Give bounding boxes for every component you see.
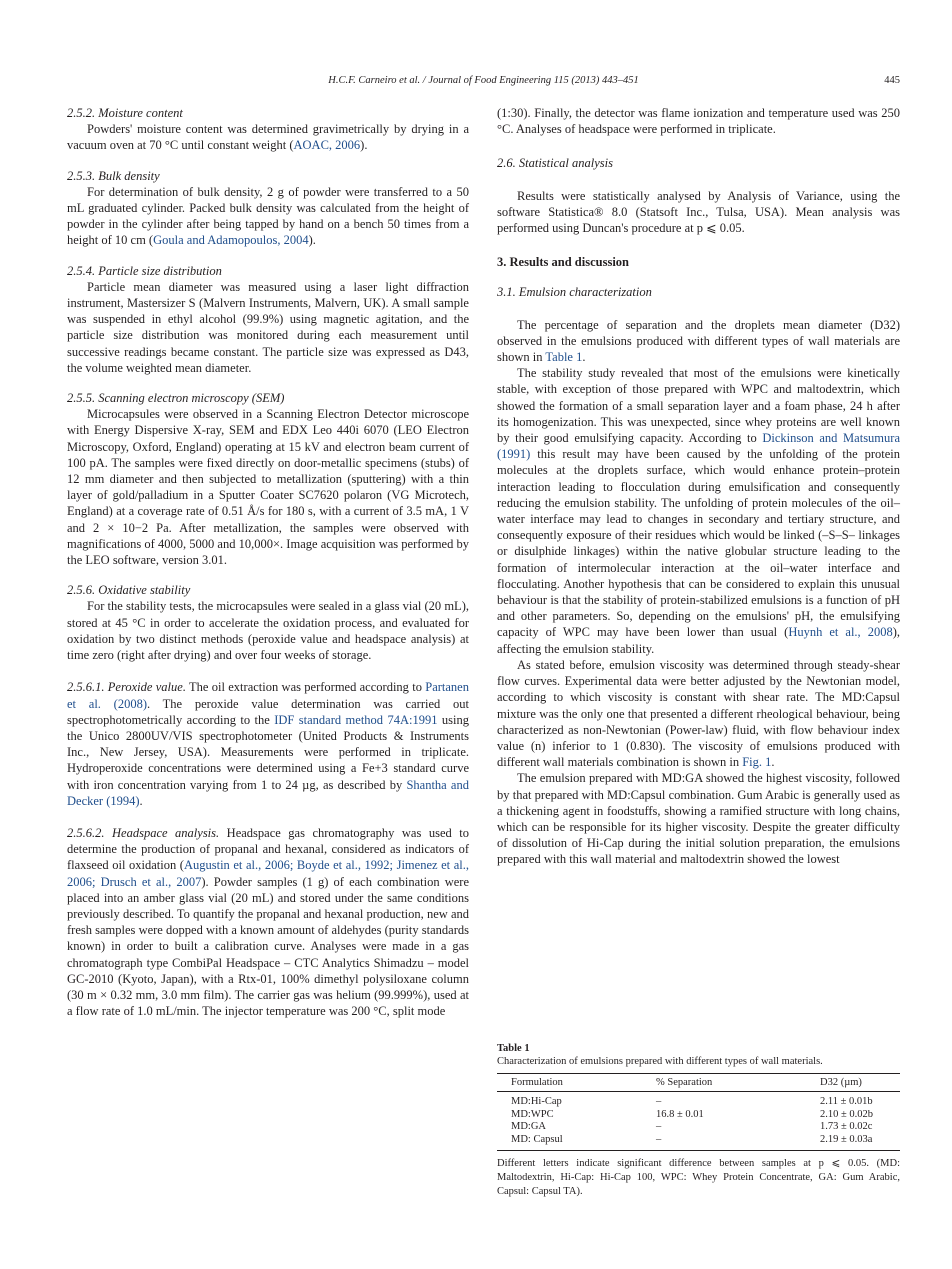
section-title-emulsion: 3.1. Emulsion characterization [497, 285, 652, 300]
paragraph-particle-size: Particle mean diameter was measured using a laser light diffraction instrument, Mastersizer S (Malvern Instruments, Malvern, UK). A small sample was suspended in ethyl alcohol (99.9%) using magnetic agitation, and the particle size distribution was monitored during each measurement until successive readings became constant. The particle size was expressed as D43, the volume weighted mean diameter. [67, 279, 469, 375]
table-header-cell: Formulation [497, 1074, 642, 1092]
ref-aoac-link[interactable]: AOAC, 2006 [293, 138, 361, 153]
table-label: Table 1 [497, 1043, 530, 1054]
table-cell: 2.19 ± 0.03a [806, 1134, 900, 1151]
paragraph-oxidative-stability: For the stability tests, the microcapsules were sealed in a glass vial (20 mL), stored at 45 °C in order to accelerate the oxidation process, and evaluated for oxidation by two distinct methods (peroxide value and headspace analysis) at time zero (right after drying) and over four weeks of storage. [67, 599, 469, 663]
table-cell: 2.11 ± 0.01b [820, 1096, 873, 1107]
paragraph-continued: (1:30). Finally, the detector was flame ionization and temperature used was 250 °C. Analyses of headspace were performed in triplicate. [497, 106, 900, 137]
subsection-title-peroxide: 2.5.6.1. Peroxide value. [67, 680, 186, 695]
running-header [67, 75, 900, 91]
paragraph-emulsion-4: The emulsion prepared with MD:GA showed the highest viscosity, followed by that prepared with MD:Capsul combination. Gum Arabic is generally used as a thickening agent in foodstuffs, showing a ramified structure with long chains, which can be responsible for its higher viscosity. Despite the greater difficulty of dissolution of Hi-Cap during the initial solution preparation, the emulsions prepared with this wall material and maltodextrin showed the lowest [497, 771, 900, 867]
paragraph-emulsion-2: The stability study revealed that most of the emulsions were kinetically stable, with exception of those prepared with WPC and maltodextrin, which showed the formation of a small separation layer and a foam phase, 24 h after its homogenization. This was unexpected, since whey proteins are well known by their good emulsifying capacity. According to Dickinson and Matsumura (1991) this result may have been caused by the unfolding of the protein molecules at the droplets surface, which would enhance protein–protein interaction leading to flocculation during emulsification and consequently reducing the emulsion stability. The unfolding of protein molecules of the oil–water interface may lead to changes in secondary and tertiary structure, and consequently exposure of their residues which would be linked (–S–S– linkages or disulphide linkages) within the native globular structure leading to the formation of intermolecular interaction at the oil–water interface and flocculating. Another hypothesis that can be considered to explain this unusual behaviour is that the stability of protein-stabilized emulsions is a function of pH and other parameters. So, depending on the emulsions' pH, the emulsifying capacity of WPC may have been lower than usual (Huynh et al., 2008), affecting the emulsion stability. [497, 366, 900, 656]
ref-huynh-link[interactable]: Huynh et al., 2008 [788, 625, 893, 640]
ref-goula-link[interactable]: Goula and Adamopoulos, 2004 [153, 233, 309, 248]
paragraph-statistical: Results were statistically analysed by Analysis of Variance, using the software Statistica® 8.0 (Statsoft Inc., Tulsa, USA). Mean analysis was performed using Duncan's procedure at p ⩽ 0.05. [497, 188, 900, 236]
table-cell: MD:Hi-Cap [511, 1096, 562, 1107]
table-cell: 16.8 ± 0.01 [656, 1108, 704, 1120]
table-1 [497, 1043, 900, 1199]
table-caption: Characterization of emulsions prepared with different types of wall materials. [497, 1056, 823, 1067]
table-cell: MD: Capsul [497, 1134, 642, 1151]
table-row [497, 1092, 900, 1109]
section-title-moisture: 2.5.2. Moisture content [67, 106, 183, 120]
table-cell: – [656, 1096, 662, 1107]
section-title-oxidative-stability: 2.5.6. Oxidative stability [67, 583, 191, 598]
paragraph-moisture: Powders' moisture content was determined gravimetrically by drying in a vacuum oven at 70 °C until constant weight (AOAC, 2006). [67, 122, 469, 153]
paragraph-emulsion-3: As stated before, emulsion viscosity was determined through steady-shear flow curves. Experimental data were better adjusted by the Newtonian model, according to which viscosity is constant with shear rate. The MD:Capsul mixture was the only one that presented a different rheological behaviour, being characterized as non-Newtonian (Power-law) fluid, with flow behaviour index value (n) inferior to 1 (0.830). The viscosity of emulsions produced with different wall materials combination is shown in Fig. 1. [497, 657, 900, 770]
paragraph-bulk-density: For determination of bulk density, 2 g of powder were transferred to a 50 mL graduated cylinder. Packed bulk density was calculated from the height of powder in the cylinder after being tapped by hand on a bench 50 times from a height of 10 cm (Goula and Adamopoulos, 2004). [67, 184, 469, 248]
paragraph-headspace: 2.5.6.2. Headspace analysis. Headspace gas chromatography was used to determine the production of propanal and hexanal, considered as indicators of flaxseed oil oxidation (Augustin et al., 2006; Boyde et al., 1992; Jimenez et al., 2006; Drusch et al., 2007). Powder samples (1 g) of each combination were placed into an amber glass vial (20 mL) and stored under the same conditions previously described. To quantify the propanal and hexanal production, new and fresh samples were dopped with a known amount of aldehydes (purity standards known) in order to built a calibration curve. Analyses were made in a gas chromatograph type CombiPal Headspace – CTC Analytics Shimadzu – model GC-2010 (Kyoto, Japan), with a Rtx-01, 100% dimethyl polysiloxane column (30 m × 0.32 mm, 3.0 mm film). The carrier gas was helium (99.999%), used at a flow rate of 1.0 mL/min. The injector temperature was 200 °C, split mode [67, 825, 469, 1019]
ref-partanen-link[interactable]: Partanen et al. (2008) [67, 680, 469, 711]
table-header-row [497, 1074, 900, 1092]
table-row [497, 1121, 900, 1134]
data-table [497, 1073, 900, 1151]
section-title-statistical: 2.6. Statistical analysis [497, 156, 613, 171]
section-title-bulk-density: 2.5.3. Bulk density [67, 168, 160, 183]
ref-fig1-link[interactable]: Fig. 1 [742, 755, 772, 770]
table-cell: – [642, 1134, 806, 1151]
section-title-particle-size: 2.5.4. Particle size distribution [67, 263, 222, 278]
section-title-results: 3. Results and discussion [497, 255, 629, 270]
paragraph-sem: Microcapsules were observed in a Scanning Electron Detector microscope with Energy Dispersive X-ray, SEM and EDX Leo 440i 6070 (LEO Electron Microscopy, Oxford, England) operating at 15 kV and electron beam current of 100 pA. The samples were fixed directly on door-metallic specimens (stubs) of 12 mm diameter and then subjected to metallization (sputtering) with a thin layer of gold/palladium in a Sputter Coater SC7620 polaron (VG Microtech, England) at a coverage rate of 0.51 Å/s for 180 s, with a current of 3.5 mA, 1 V and 2 × 10−2 Pa. After metallization, the samples were observed with magnifications of 4000, 5000 and 10,000×. Image acquisition was performed by the LEO software, version 3.01. [67, 407, 469, 568]
table-header-cell: D32 (µm) [806, 1074, 900, 1092]
left-column [67, 105, 469, 1019]
subsection-title-headspace: 2.5.6.2. Headspace analysis. [67, 825, 220, 840]
ref-augustin-link[interactable]: Augustin et al., 2006; Boyde et al., 1992; Jimenez et al., 2006; Drusch et al., 2007 [67, 858, 469, 889]
table-footnote: Different letters indicate significant difference between samples at p ⩽ 0.05. (MD: Maltodextrin, Hi-Cap: Hi-Cap 100, WPC: Whey Protein Concentrate, GA: Gum Arabic, Capsul: Capsul TA). [497, 1158, 900, 1197]
table-cell: 1.73 ± 0.02c [820, 1121, 873, 1132]
table-cell: – [656, 1121, 662, 1132]
paragraph-peroxide-value: 2.5.6.1. Peroxide value. The oil extraction was performed according to Partanen et al. (2008). The peroxide value determination was carried out spectrophotometrically according to the IDF standard method 74A:1991 using the Unico 2800UV/VIS spectrophotometer (United Products & Instruments Inc., New Jersey, USA). Measurements were performed in triplicate. Hydroperoxide concentrations were determined using a Fe+3 standard curve with iron concentration varying from 1 to 24 µg, as described by Shantha and Decker (1994). [67, 680, 469, 808]
ref-shantha-link[interactable]: Shantha and Decker (1994) [67, 777, 469, 808]
table-cell: MD:GA [511, 1121, 547, 1132]
ref-dickinson-link[interactable]: Dickinson and Matsumura (1991) [497, 431, 900, 462]
right-column [497, 105, 900, 868]
table-cell: MD:WPC [511, 1108, 554, 1120]
paragraph-emulsion-1: The percentage of separation and the droplets mean diameter (D32) observed in the emulsions produced with different types of wall materials are shown in Table 1. [497, 317, 900, 365]
ref-idf-link[interactable]: IDF standard method 74A:1991 [274, 712, 438, 727]
table-cell: 2.10 ± 0.02b [820, 1108, 874, 1120]
section-title-sem: 2.5.5. Scanning electron microscopy (SEM) [67, 391, 285, 406]
table-row [497, 1134, 900, 1151]
table-row [497, 1109, 900, 1122]
table-header-cell: % Separation [642, 1074, 806, 1092]
ref-table1-link[interactable]: Table 1 [545, 350, 583, 365]
running-title: H.C.F. Carneiro et al. / Journal of Food Engineering 115 (2013) 443–451 [328, 75, 639, 86]
page-number: 445 [884, 75, 900, 86]
